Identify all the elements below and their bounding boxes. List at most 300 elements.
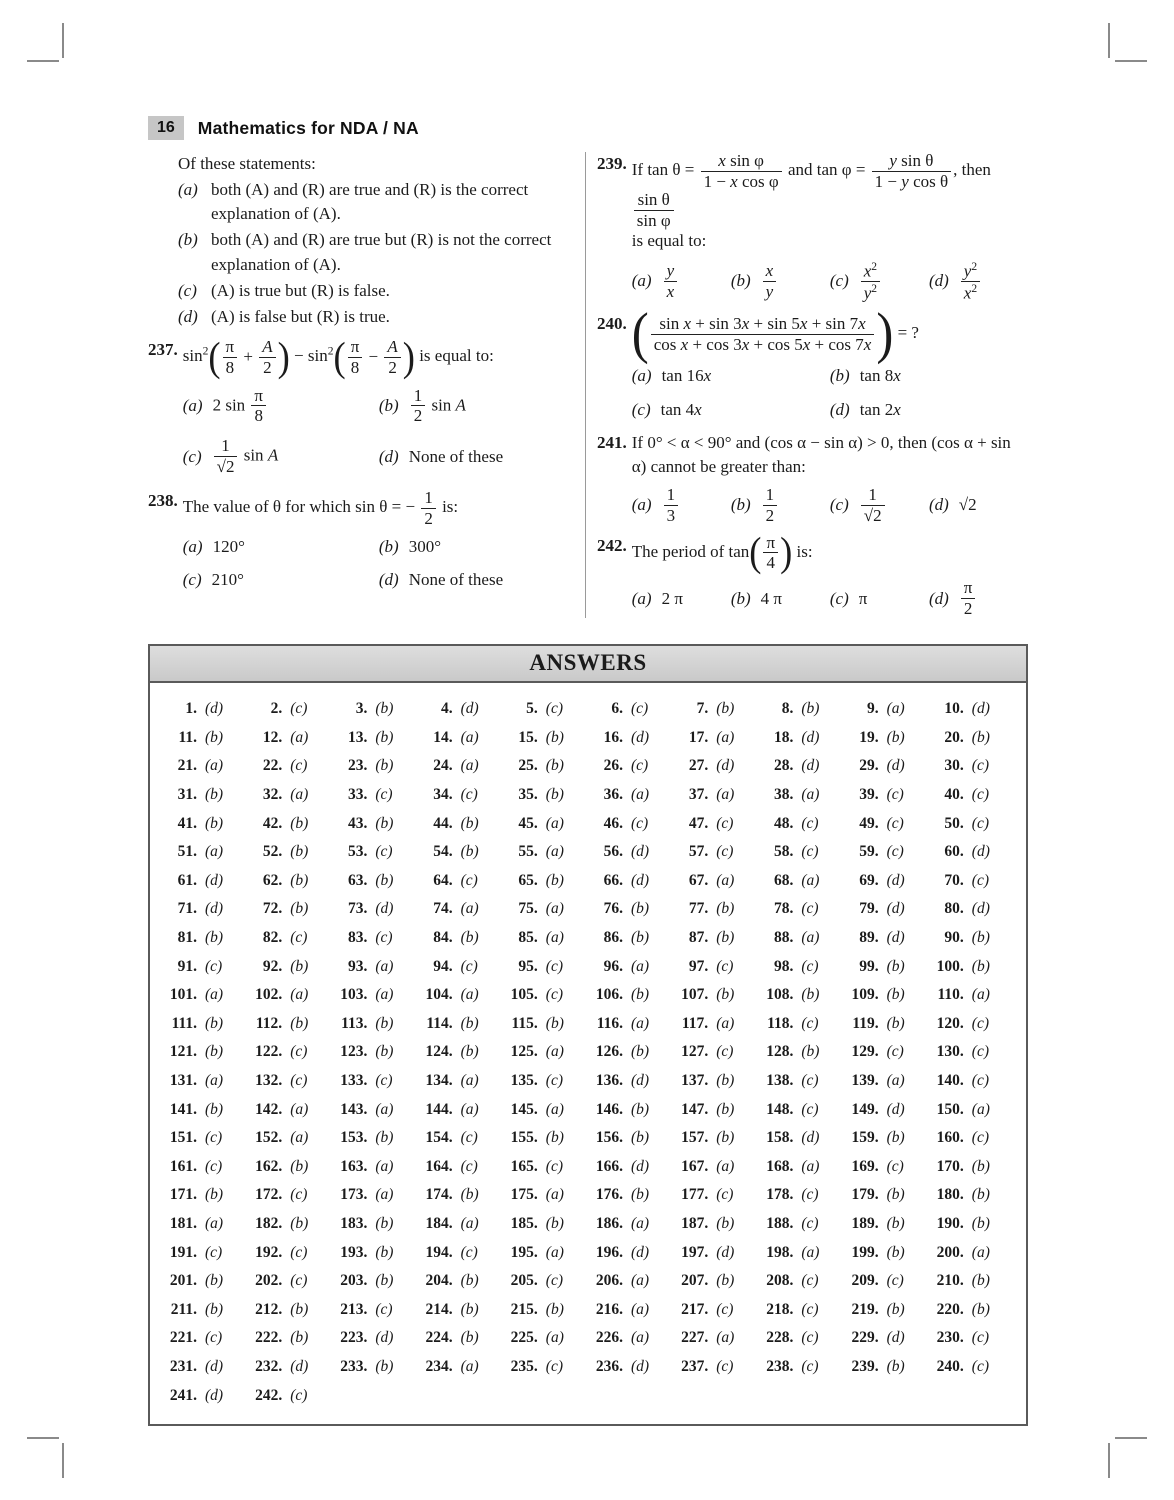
answer-cell <box>842 1095 927 1124</box>
answer-letter: (b) <box>205 1186 224 1204</box>
answer-number: 69. <box>859 871 879 889</box>
answer-number: 214. <box>425 1300 453 1318</box>
answer-number: 204. <box>425 1272 453 1290</box>
answer-number: 84. <box>433 929 453 946</box>
question-239 <box>597 152 1028 303</box>
answer-cell <box>756 1295 841 1324</box>
answer-cell <box>245 724 330 753</box>
page-header <box>148 116 1028 140</box>
answer-letter: (c) <box>290 1186 308 1204</box>
answer-letter: (b) <box>630 900 650 918</box>
answer-letter: (b) <box>290 871 309 889</box>
answer-number: 177. <box>681 1186 709 1204</box>
answer-number: 64. <box>433 871 453 889</box>
answer-number: 5. <box>526 700 538 718</box>
answer-letter: (a) <box>545 1243 564 1261</box>
option-text: 2 sin $\frac{\pi}{8}$ <box>213 387 268 426</box>
question-option <box>632 579 731 618</box>
answer-cell <box>756 695 841 724</box>
answer-cell <box>330 867 415 896</box>
answer-letter: (c) <box>971 871 989 889</box>
answer-cell <box>756 838 841 867</box>
answer-number: 58. <box>774 843 794 861</box>
answer-number: 104. <box>425 986 453 1004</box>
answer-number: 195. <box>510 1243 538 1261</box>
answer-cell <box>501 867 586 896</box>
answer-number: 62. <box>262 871 283 889</box>
option-text: $\frac{1}{√2}$ <box>859 486 887 525</box>
answer-cell <box>756 1152 841 1181</box>
answer-cell <box>245 1067 330 1096</box>
answer-letter: (c) <box>801 1272 819 1290</box>
answer-number: 149. <box>851 1100 879 1118</box>
answer-letter: (b) <box>971 957 990 975</box>
answer-number: 47. <box>688 814 709 832</box>
answer-letter: (b) <box>716 1214 735 1232</box>
option-text: 300° <box>408 536 442 556</box>
answer-letter: (c) <box>886 843 904 861</box>
answer-cell <box>756 1124 841 1153</box>
answer-letter: (c) <box>801 1014 819 1032</box>
answer-number: 180. <box>936 1186 964 1204</box>
answer-number: 164. <box>425 1157 453 1175</box>
answer-number: 200. <box>936 1243 964 1261</box>
answer-number: 108. <box>766 986 794 1004</box>
answer-cell <box>416 1152 501 1181</box>
option-text: tan 16x <box>661 366 712 386</box>
answer-cell <box>671 1267 756 1296</box>
answer-cell <box>330 952 415 981</box>
answer-letter: (d) <box>630 1071 650 1089</box>
answer-letter: (c) <box>801 1100 819 1118</box>
answer-number: 188. <box>766 1214 794 1232</box>
answer-letter: (b) <box>886 1129 905 1147</box>
answer-number: 56. <box>603 843 623 861</box>
option-text: 4 π <box>760 588 782 608</box>
answer-cell <box>245 695 330 724</box>
answer-cell <box>501 1038 586 1067</box>
answer-letter: (a) <box>630 786 650 804</box>
answer-letter: (b) <box>886 1300 905 1318</box>
answer-letter: (c) <box>716 1357 734 1375</box>
answer-letter: (d) <box>630 1157 650 1175</box>
answer-letter: (a) <box>290 1100 309 1118</box>
answer-letter: (c) <box>886 1043 904 1061</box>
answer-letter: (a) <box>545 1186 564 1204</box>
answer-cell <box>416 1067 501 1096</box>
answer-number: 98. <box>774 957 794 975</box>
answer-number: 57. <box>688 843 709 861</box>
answer-cell <box>245 1295 330 1324</box>
answer-letter: (a) <box>375 1157 394 1175</box>
answer-letter: (a) <box>460 1071 479 1089</box>
answer-letter: (c) <box>545 1071 563 1089</box>
option-text: 120° <box>212 536 245 556</box>
answer-cell <box>160 1095 245 1124</box>
answer-cell <box>842 1267 927 1296</box>
answer-number: 120. <box>936 1014 964 1032</box>
answer-cell <box>330 1210 415 1239</box>
answer-letter: (b) <box>545 757 564 775</box>
answer-letter: (c) <box>971 1129 989 1147</box>
answer-number: 114. <box>426 1014 453 1032</box>
answer-letter: (c) <box>801 957 819 975</box>
answer-letter: (a) <box>971 1100 990 1118</box>
answer-cell <box>330 981 415 1010</box>
answer-letter: (b) <box>290 814 309 832</box>
answer-cell <box>842 1067 927 1096</box>
answer-letter: (b) <box>886 1243 905 1261</box>
answer-cell <box>586 1067 671 1096</box>
answer-letter: (b) <box>886 1214 905 1232</box>
answer-number: 86. <box>603 929 623 946</box>
answer-number: 88. <box>774 929 794 946</box>
answer-letter: (b) <box>290 1214 309 1232</box>
answer-cell <box>501 809 586 838</box>
answer-letter: (d) <box>630 871 650 889</box>
answer-number: 150. <box>936 1100 964 1118</box>
answer-letter: (b) <box>375 1214 394 1232</box>
answer-cell <box>160 1381 245 1410</box>
answer-letter: (a) <box>460 757 479 775</box>
answer-cell <box>501 952 586 981</box>
answer-number: 140. <box>936 1071 964 1089</box>
answer-letter: (a) <box>205 843 224 861</box>
option-label: (b) <box>829 366 850 386</box>
answer-number: 198. <box>766 1243 794 1261</box>
question-text: The value of θ for which sin θ = − $\frac{1}{2}$ is: <box>182 487 459 528</box>
answer-cell <box>416 724 501 753</box>
answer-letter: (a) <box>545 1100 564 1118</box>
answer-cell <box>501 1095 586 1124</box>
answer-cell <box>330 1067 415 1096</box>
answer-number: 219. <box>851 1300 879 1318</box>
answer-number: 94. <box>433 957 453 975</box>
answer-number: 144. <box>425 1100 453 1118</box>
answer-letter: (c) <box>716 1043 734 1061</box>
statement-text: (A) is false but (R) is true. <box>211 306 390 326</box>
answer-cell <box>927 752 1012 781</box>
option-label: (c) <box>829 495 849 515</box>
answer-cell <box>927 1152 1012 1181</box>
answer-number: 236. <box>595 1357 623 1375</box>
question-237 <box>148 333 575 477</box>
answer-cell <box>671 1038 756 1067</box>
option-label: (b) <box>378 536 399 556</box>
answer-number: 163. <box>340 1157 368 1175</box>
option-text: $\frac{1}{2}$ sin A <box>409 387 466 426</box>
answer-cell <box>160 952 245 981</box>
answer-letter: (c) <box>290 1243 308 1261</box>
answer-letter: (c) <box>886 1272 904 1290</box>
answer-number: 230. <box>936 1329 964 1347</box>
answer-number: 74. <box>433 900 453 918</box>
answer-cell <box>245 952 330 981</box>
answer-number: 99. <box>859 957 879 975</box>
answer-number: 138. <box>766 1071 794 1089</box>
answer-letter: (c) <box>460 871 478 889</box>
answer-number: 93. <box>348 957 368 975</box>
answer-cell <box>671 695 756 724</box>
answer-cell <box>160 1324 245 1353</box>
answer-letter: (a) <box>460 728 479 746</box>
answer-cell <box>927 1067 1012 1096</box>
answer-cell <box>245 1353 330 1382</box>
answer-letter: (b) <box>971 1272 990 1290</box>
answer-letter: (d) <box>630 1357 650 1375</box>
answer-cell <box>586 895 671 924</box>
statement-text: both (A) and (R) are true and (R) is the correct explanation of (A). <box>211 180 529 224</box>
answer-number: 240. <box>936 1357 964 1375</box>
answer-cell <box>416 867 501 896</box>
answer-cell <box>245 1267 330 1296</box>
question-number: 239. <box>597 154 627 173</box>
question-text: $\sin^2$ ( $\frac{\pi}{8}$ + $\frac{A}{2}$ ) − $\sin^2$ ( $\frac{\pi}{8}$ − $\frac{A}{2}$ ) is equal to: <box>182 333 494 380</box>
option-label: (c) <box>182 569 202 589</box>
question-number: 241. <box>597 432 627 452</box>
answer-number: 46. <box>603 814 623 832</box>
answer-letter: (b) <box>801 700 820 718</box>
answer-letter: (a) <box>205 1071 224 1089</box>
answer-cell <box>501 895 586 924</box>
answer-number: 15. <box>518 728 538 746</box>
answer-letter: (c) <box>630 757 649 775</box>
answer-number: 78. <box>774 900 794 918</box>
answer-cell <box>671 809 756 838</box>
answer-number: 237. <box>681 1357 709 1375</box>
answer-cell <box>671 952 756 981</box>
answer-cell <box>927 1238 1012 1267</box>
crop-mark-top-left-horizontal <box>27 60 59 62</box>
answer-cell <box>842 981 927 1010</box>
answer-number: 205. <box>510 1272 538 1290</box>
answer-number: 241. <box>169 1386 197 1404</box>
crop-mark-top-right-horizontal <box>1115 60 1147 62</box>
answer-letter: (b) <box>716 1071 735 1089</box>
answer-number: 54. <box>433 843 453 861</box>
answer-number: 30. <box>944 757 964 775</box>
answer-letter: (b) <box>886 728 905 746</box>
answer-letter: (d) <box>971 900 990 918</box>
answer-letter: (c) <box>375 1071 393 1089</box>
answer-number: 123. <box>340 1043 368 1061</box>
answer-number: 133. <box>340 1071 368 1089</box>
answer-cell <box>671 1124 756 1153</box>
answer-number: 9. <box>866 700 879 718</box>
answer-letter: (c) <box>630 700 649 718</box>
answer-letter: (d) <box>205 700 224 718</box>
answer-letter: (b) <box>801 1043 820 1061</box>
answer-cell <box>671 1353 756 1382</box>
answer-letter: (a) <box>716 1329 735 1347</box>
answer-letter: (b) <box>375 757 394 775</box>
answer-letter: (d) <box>375 1329 394 1347</box>
answer-number: 129. <box>851 1043 879 1061</box>
answer-number: 111. <box>171 1014 197 1032</box>
answer-number: 27. <box>688 757 709 775</box>
answer-letter: (b) <box>205 1100 224 1118</box>
question-option <box>830 579 929 618</box>
answer-cell <box>671 1181 756 1210</box>
answer-letter: (b) <box>971 1300 990 1318</box>
answer-number: 127. <box>681 1043 709 1061</box>
answer-cell <box>671 867 756 896</box>
option-label: (d) <box>378 569 399 589</box>
option-label: (c) <box>182 446 202 466</box>
crop-mark-bottom-left-horizontal <box>27 1437 59 1439</box>
answer-letter: (c) <box>545 986 563 1004</box>
answer-cell <box>756 1038 841 1067</box>
answer-cell <box>842 695 927 724</box>
question-option <box>379 535 575 559</box>
answer-letter: (c) <box>716 957 734 975</box>
answer-number: 3. <box>355 700 368 718</box>
answer-letter: (a) <box>716 1014 735 1032</box>
answer-cell <box>245 1009 330 1038</box>
answer-cell <box>586 1124 671 1153</box>
answer-letter: (a) <box>971 986 990 1004</box>
answer-cell <box>416 809 501 838</box>
answer-letter: (b) <box>545 728 564 746</box>
answer-letter: (c) <box>971 1071 989 1089</box>
answer-cell <box>586 1238 671 1267</box>
answer-number: 8. <box>781 700 794 718</box>
answer-letter: (c) <box>801 1329 819 1347</box>
answer-cell <box>927 1009 1012 1038</box>
answer-letter: (c) <box>460 1129 478 1147</box>
answer-number: 21. <box>177 757 197 775</box>
answer-letter: (b) <box>801 986 820 1004</box>
answer-cell <box>245 981 330 1010</box>
answer-number: 233. <box>340 1357 368 1375</box>
answer-number: 143. <box>340 1100 368 1118</box>
answer-number: 34. <box>433 786 453 804</box>
answer-letter: (a) <box>630 1214 650 1232</box>
answer-letter: (c) <box>545 700 563 718</box>
answer-number: 95. <box>518 957 538 975</box>
answer-number: 173. <box>340 1186 368 1204</box>
answer-cell <box>160 924 245 953</box>
answer-cell <box>416 1009 501 1038</box>
answer-number: 49. <box>859 814 879 832</box>
answers-section <box>148 644 1028 1426</box>
answer-cell <box>586 1210 671 1239</box>
option-text: None of these <box>408 446 504 466</box>
answer-cell <box>756 752 841 781</box>
answer-letter: (d) <box>886 1329 905 1347</box>
answer-cell <box>756 781 841 810</box>
answer-cell <box>586 1353 671 1382</box>
answer-cell <box>416 1324 501 1353</box>
answer-letter: (c) <box>971 1329 989 1347</box>
answer-number: 134. <box>425 1071 453 1089</box>
answer-cell <box>927 1181 1012 1210</box>
statement-label: (d) <box>178 306 198 326</box>
answer-letter: (b) <box>630 1043 650 1061</box>
answer-cell <box>160 1210 245 1239</box>
answer-cell <box>416 838 501 867</box>
answer-letter: (a) <box>630 1014 650 1032</box>
question-option <box>632 261 731 303</box>
answer-number: 139. <box>851 1071 879 1089</box>
answer-cell <box>245 781 330 810</box>
answer-number: 190. <box>936 1214 964 1232</box>
answer-number: 80. <box>944 900 964 918</box>
option-label: (a) <box>182 536 203 556</box>
answer-letter: (c) <box>290 1386 308 1404</box>
answer-cell <box>842 1009 927 1038</box>
answer-letter: (c) <box>801 1300 819 1318</box>
answer-number: 102. <box>255 986 283 1004</box>
answer-number: 89. <box>859 929 879 946</box>
answer-number: 218. <box>766 1300 794 1318</box>
answer-cell <box>842 781 927 810</box>
answer-number: 130. <box>936 1043 964 1061</box>
question-option <box>731 261 830 303</box>
statements-list <box>148 178 575 329</box>
answer-cell <box>501 1181 586 1210</box>
answer-letter: (a) <box>716 871 735 889</box>
answer-number: 44. <box>433 814 453 832</box>
option-label: (c) <box>829 271 849 291</box>
answer-cell <box>330 1038 415 1067</box>
answer-number: 31. <box>177 786 197 804</box>
crop-mark-bottom-right-horizontal <box>1115 1437 1147 1439</box>
answer-cell <box>671 1009 756 1038</box>
answer-number: 222. <box>255 1329 283 1347</box>
answer-number: 63. <box>348 871 368 889</box>
answer-letter: (b) <box>205 728 224 746</box>
answer-letter: (b) <box>205 814 224 832</box>
option-label: (a) <box>631 588 652 608</box>
answer-number: 191. <box>169 1243 197 1261</box>
answer-number: 227. <box>681 1329 709 1347</box>
answer-cell <box>501 1238 586 1267</box>
answer-cell <box>756 1009 841 1038</box>
answer-cell <box>756 895 841 924</box>
answer-cell <box>160 895 245 924</box>
option-label: (c) <box>829 588 849 608</box>
answer-number: 239. <box>851 1357 879 1375</box>
answer-letter: (d) <box>460 700 479 718</box>
statements-intro: Of these statements: <box>178 154 316 173</box>
answer-cell <box>501 1009 586 1038</box>
option-text: tan 8x <box>859 366 901 386</box>
answer-letter: (c) <box>545 1157 563 1175</box>
answer-number: 148. <box>766 1100 794 1118</box>
answer-number: 13. <box>348 728 368 746</box>
answer-letter: (b) <box>545 1014 564 1032</box>
answer-number: 72. <box>262 900 283 918</box>
answer-letter: (b) <box>375 1129 394 1147</box>
answer-number: 107. <box>681 986 709 1004</box>
answer-letter: (d) <box>205 900 224 918</box>
answer-number: 187. <box>681 1214 709 1232</box>
question-option <box>183 535 379 559</box>
answer-letter: (a) <box>886 1071 905 1089</box>
question-number: 238. <box>148 490 178 510</box>
answer-letter: (b) <box>886 1357 905 1375</box>
question-option <box>830 486 929 525</box>
answer-cell <box>330 924 415 953</box>
answer-letter: (b) <box>460 1272 479 1290</box>
answer-number: 137. <box>681 1071 709 1089</box>
answer-letter: (a) <box>545 814 564 832</box>
answer-letter: (b) <box>290 1300 309 1318</box>
answer-number: 172. <box>255 1186 283 1204</box>
answer-number: 221. <box>169 1329 197 1347</box>
answer-cell <box>586 1181 671 1210</box>
